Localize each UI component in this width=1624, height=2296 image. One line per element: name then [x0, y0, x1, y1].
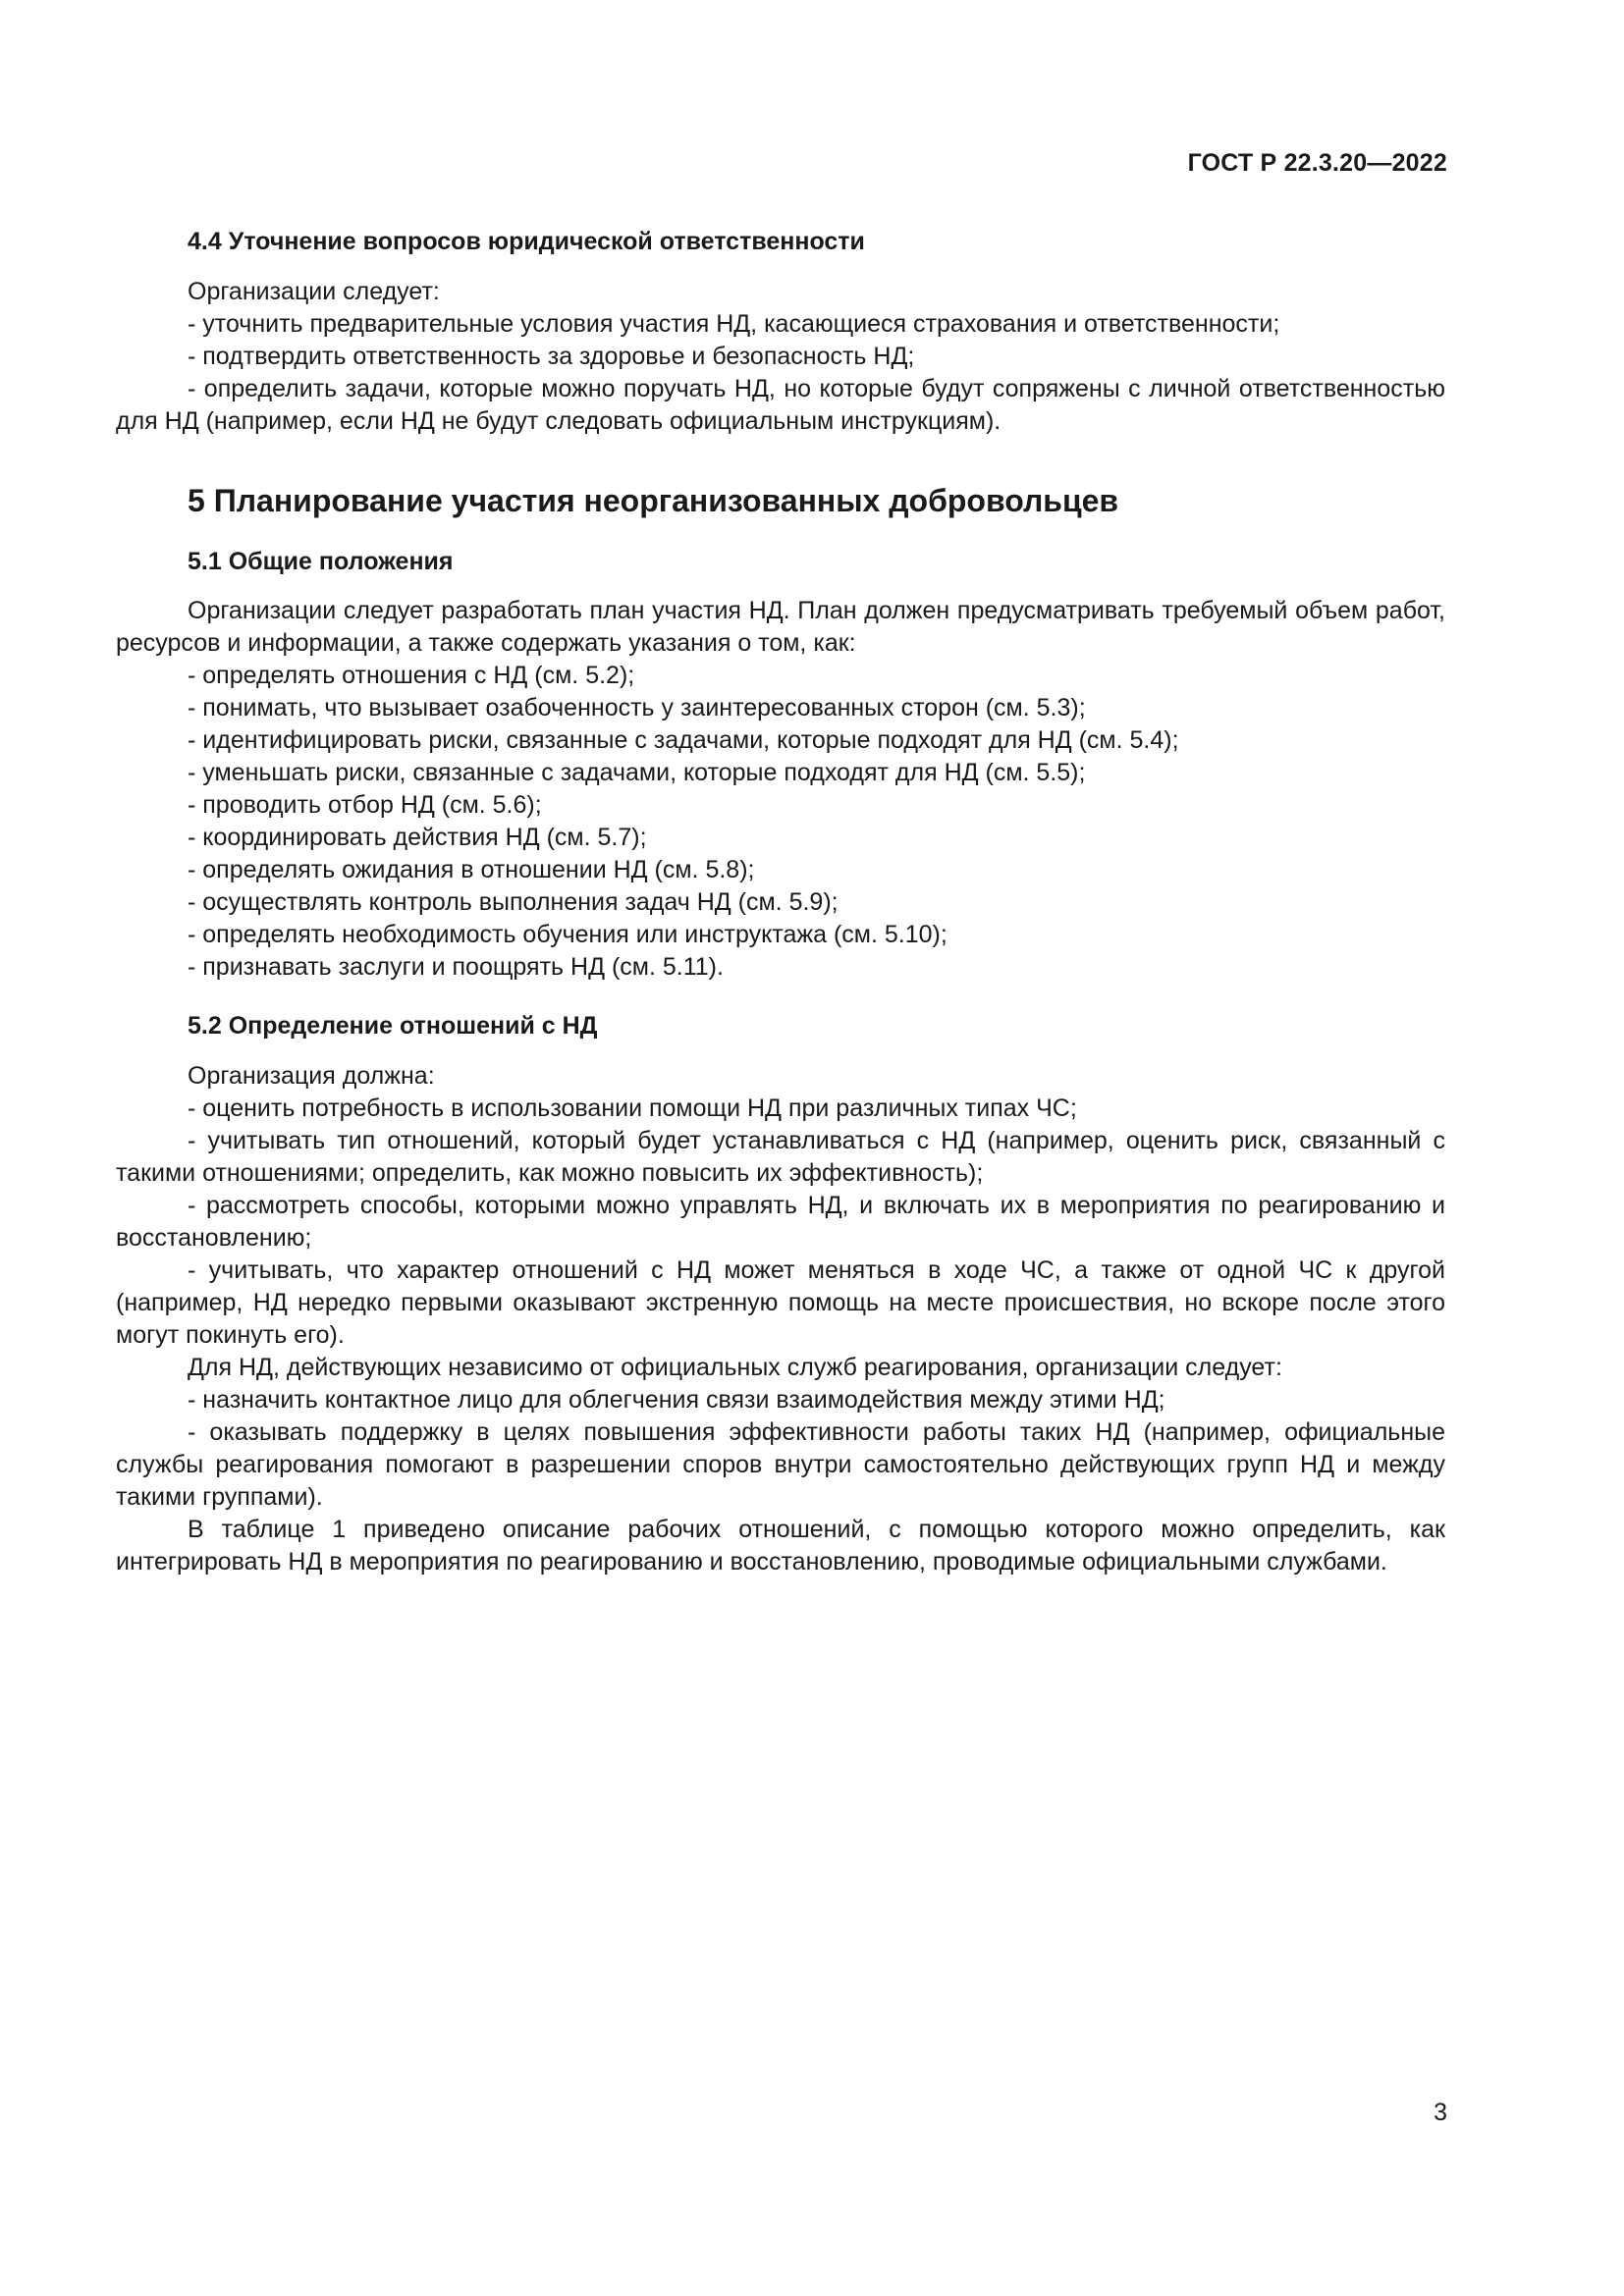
- paragraph: Организация должна:: [188, 1062, 435, 1090]
- list-item: - уточнить предварительные условия участия НД, касающиеся страхования и ответственности;: [188, 310, 1280, 338]
- list-item: - оказывать поддержку в целях повышения эффективности работы таких НД (например, официальные службы реагирования помогают в разрешении споров внутри самостоятельно действующих групп НД и между такими группами).: [116, 1418, 1445, 1511]
- paragraph: Для НД, действующих независимо от официальных служб реагирования, организации следует:: [188, 1354, 1282, 1381]
- list-item: - понимать, что вызывает озабоченность у заинтересованных сторон (см. 5.3);: [188, 694, 1086, 721]
- section-5-1-body: [116, 595, 1445, 984]
- list-item: - определять отношения с НД (см. 5.2);: [188, 662, 635, 689]
- list-item: - определять ожидания в отношении НД (см. 5.8);: [188, 856, 755, 883]
- list-item: - учитывать, что характер отношений с НД может меняться в ходе ЧС, а также от одной ЧС к другой (например, НД нередко первыми оказывают экстренную помощь на месте происшествия, но вскоре после этого могут покинуть его).: [116, 1256, 1445, 1349]
- paragraph: Организации следует:: [188, 278, 440, 305]
- section-5-2-body: [116, 1060, 1445, 1578]
- list-item: - уменьшать риски, связанные с задачами, которые подходят для НД (см. 5.5);: [188, 759, 1086, 786]
- page-number: 3: [1434, 2099, 1447, 2126]
- list-item: - осуществлять контроль выполнения задач НД (см. 5.9);: [188, 888, 839, 916]
- paragraph: В таблице 1 приведено описание рабочих отношений, с помощью которого можно определить, как интегрировать НД в мероприятия по реагированию и восстановлению, проводимые официальными службами.: [116, 1516, 1445, 1575]
- list-item: - подтвердить ответственность за здоровье и безопасность НД;: [188, 343, 915, 370]
- list-item: - назначить контактное лицо для облегчения связи взаимодействия между этими НД;: [188, 1386, 1165, 1414]
- list-item: - идентифицировать риски, связанные с задачами, которые подходят для НД (см. 5.4);: [188, 726, 1179, 754]
- section-4-4-body: [116, 276, 1445, 438]
- list-item: - определить задачи, которые можно поручать НД, но которые будут сопряжены с личной ответственностью для НД (например, если НД не будут следовать официальным инструкциям).: [116, 375, 1445, 435]
- section-4-4-title: 4.4 Уточнение вопросов юридической ответственности: [188, 228, 865, 255]
- section-5-1-title: 5.1 Общие положения: [188, 548, 454, 575]
- list-item: - координировать действия НД (см. 5.7);: [188, 824, 647, 851]
- section-5-title: 5 Планирование участия неорганизованных добровольцев: [188, 483, 1119, 518]
- list-item: - оценить потребность в использовании помощи НД при различных типах ЧС;: [188, 1095, 1077, 1122]
- paragraph: Организации следует разработать план участия НД. План должен предусматривать требуемый объем работ, ресурсов и информации, а также содержать указания о том, как:: [116, 597, 1445, 657]
- list-item: - определять необходимость обучения или инструктажа (см. 5.10);: [188, 921, 947, 948]
- section-5-2-title: 5.2 Определение отношений с НД: [188, 1012, 598, 1040]
- list-item: - проводить отбор НД (см. 5.6);: [188, 791, 542, 819]
- list-item: - признавать заслуги и поощрять НД (см. 5.11).: [188, 953, 724, 981]
- list-item: - рассмотреть способы, которыми можно управлять НД, и включать их в мероприятия по реагированию и восстановлению;: [116, 1192, 1445, 1252]
- list-item: - учитывать тип отношений, который будет устанавливаться с НД (например, оценить риск, связанный с такими отношениями; определить, как можно повысить их эффективность);: [116, 1127, 1445, 1187]
- document-code: ГОСТ Р 22.3.20—2022: [1187, 149, 1447, 177]
